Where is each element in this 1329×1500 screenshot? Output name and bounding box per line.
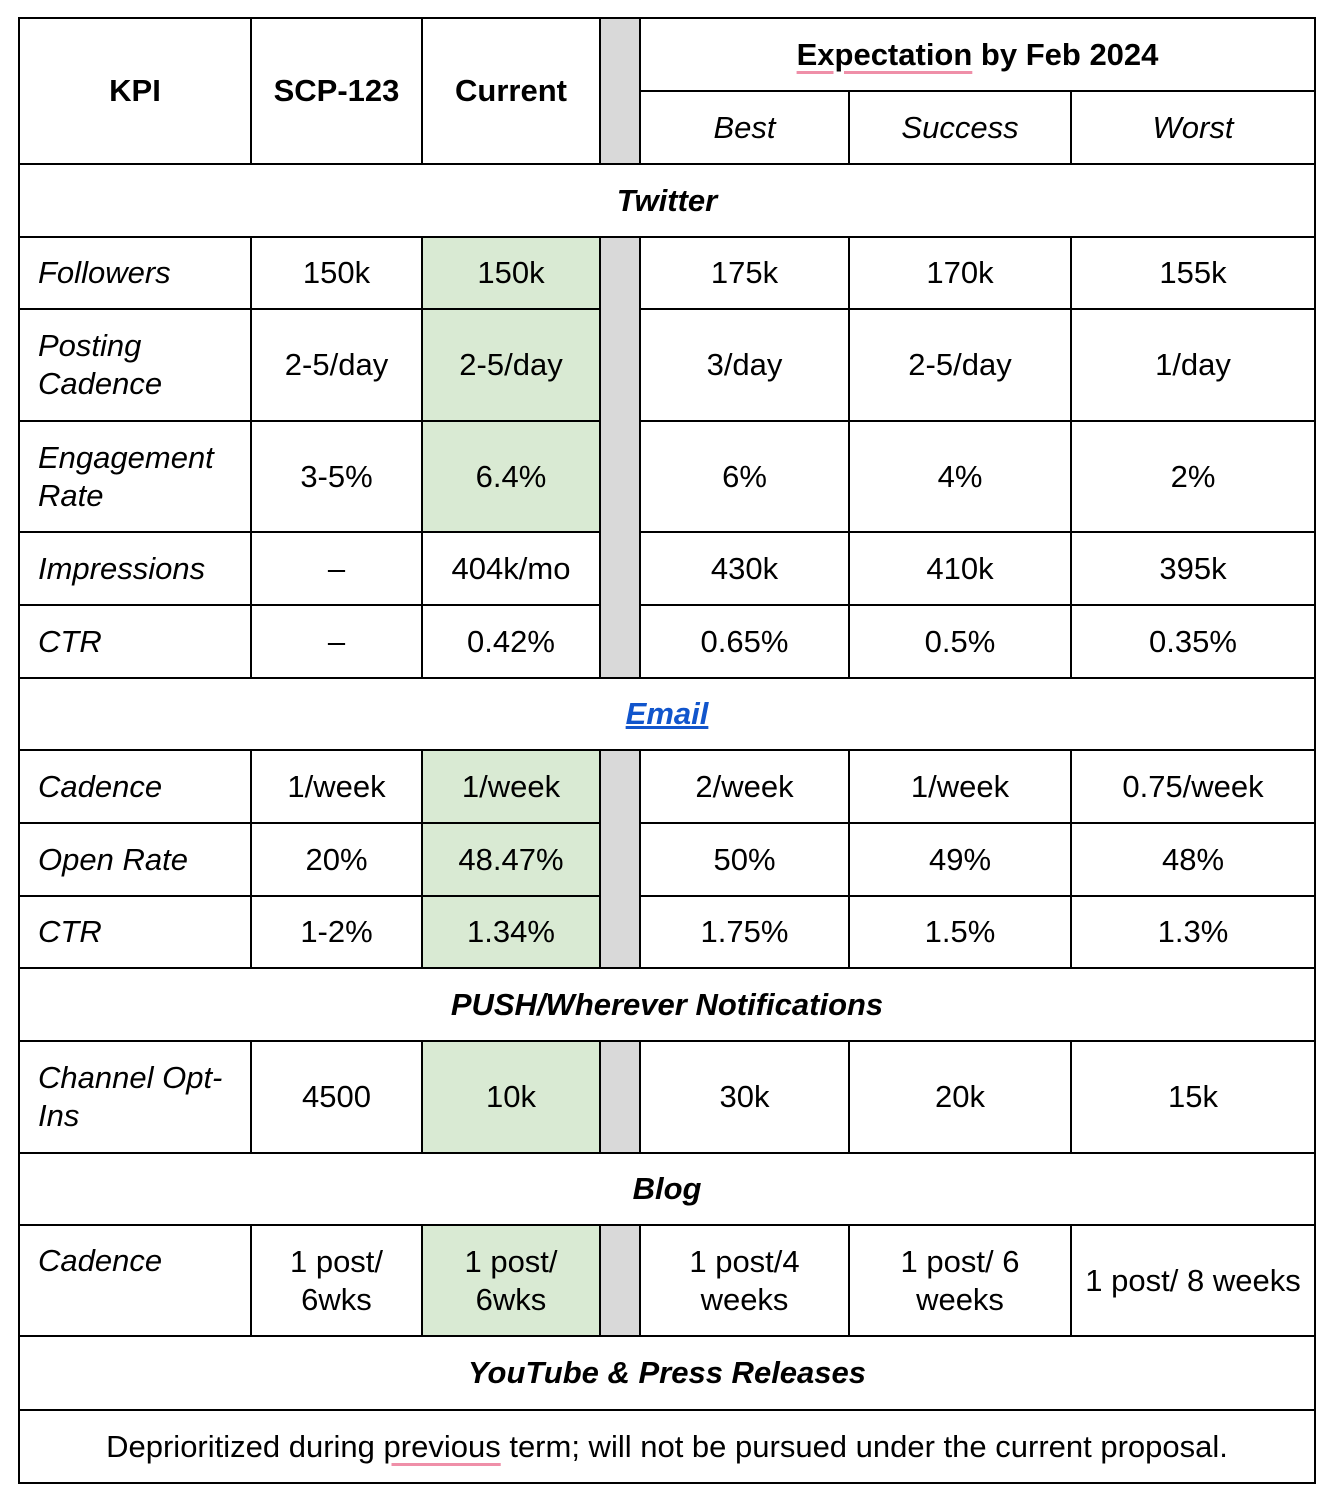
- section-row-push: [19, 968, 1315, 1041]
- note-text-2: previous: [383, 1428, 501, 1464]
- scp-cell: –: [251, 532, 422, 605]
- separator-cell: [600, 1041, 640, 1153]
- best-cell: 1.75%: [640, 896, 849, 968]
- current-cell: 2-5/day: [422, 309, 600, 421]
- section-row-youtube: [19, 1336, 1315, 1410]
- success-cell: 410k: [849, 532, 1071, 605]
- success-cell: 0.5%: [849, 605, 1071, 678]
- section-row-twitter: [19, 164, 1315, 237]
- best-cell: 175k: [640, 237, 849, 309]
- scp-cell: 2-5/day: [251, 309, 422, 421]
- kpi-table: [18, 17, 1316, 1484]
- section-row-email: [19, 678, 1315, 750]
- separator-cell: [600, 18, 640, 164]
- scp-header: SCP-123: [251, 18, 422, 164]
- best-cell: 1 post/4 weeks: [640, 1225, 849, 1336]
- best-cell: 430k: [640, 532, 849, 605]
- table-row: [19, 421, 1315, 532]
- scp-cell: 150k: [251, 237, 422, 309]
- worst-cell: 1.3%: [1071, 896, 1315, 968]
- current-cell: 1 post/ 6wks: [422, 1225, 600, 1336]
- note-text-3: term; will not be pursued under the current proposal.: [500, 1428, 1228, 1464]
- worst-cell: 395k: [1071, 532, 1315, 605]
- note-text-1: Deprioritized during: [106, 1428, 384, 1464]
- success-cell: 1 post/ 6 weeks: [849, 1225, 1071, 1336]
- worst-cell: 48%: [1071, 823, 1315, 896]
- note-row: [19, 1410, 1315, 1483]
- scp-cell: 3-5%: [251, 421, 422, 532]
- success-cell: 2-5/day: [849, 309, 1071, 421]
- best-cell: 3/day: [640, 309, 849, 421]
- worst-header: Worst: [1071, 91, 1315, 164]
- section-row-blog: [19, 1153, 1315, 1225]
- success-cell: 170k: [849, 237, 1071, 309]
- kpi-cell: Engagement Rate: [19, 421, 251, 532]
- current-cell: 404k/mo: [422, 532, 600, 605]
- best-cell: 30k: [640, 1041, 849, 1153]
- section-title-push: PUSH/Wherever Notifications: [19, 968, 1315, 1041]
- current-cell: 1/week: [422, 750, 600, 823]
- table-row: [19, 605, 1315, 678]
- scp-cell: 1-2%: [251, 896, 422, 968]
- kpi-cell: Posting Cadence: [19, 309, 251, 421]
- best-cell: 50%: [640, 823, 849, 896]
- current-cell: 48.47%: [422, 823, 600, 896]
- section-title-twitter: Twitter: [19, 164, 1315, 237]
- worst-cell: 0.75/week: [1071, 750, 1315, 823]
- success-header: Success: [849, 91, 1071, 164]
- success-cell: 49%: [849, 823, 1071, 896]
- kpi-cell: Cadence: [19, 750, 251, 823]
- current-header: Current: [422, 18, 600, 164]
- table-row: [19, 1225, 1315, 1336]
- best-cell: 0.65%: [640, 605, 849, 678]
- expectation-word: Expectation: [796, 36, 973, 72]
- current-cell: 10k: [422, 1041, 600, 1153]
- kpi-cell: Open Rate: [19, 823, 251, 896]
- worst-cell: 0.35%: [1071, 605, 1315, 678]
- separator-cell: [600, 1225, 640, 1336]
- current-cell: 150k: [422, 237, 600, 309]
- best-cell: 2/week: [640, 750, 849, 823]
- table-row: [19, 237, 1315, 309]
- section-title-email: [19, 678, 1315, 750]
- kpi-cell: Followers: [19, 237, 251, 309]
- success-cell: 1.5%: [849, 896, 1071, 968]
- kpi-cell: CTR: [19, 896, 251, 968]
- current-cell: 1.34%: [422, 896, 600, 968]
- scp-cell: 20%: [251, 823, 422, 896]
- table-row: [19, 1041, 1315, 1153]
- worst-cell: 1 post/ 8 weeks: [1071, 1225, 1315, 1336]
- worst-cell: 15k: [1071, 1041, 1315, 1153]
- header-row-1: [19, 18, 1315, 91]
- table-row: [19, 896, 1315, 968]
- table-row: [19, 750, 1315, 823]
- separator-cell: [600, 750, 640, 968]
- expectation-date: by Feb 2024: [972, 36, 1159, 72]
- kpi-cell: CTR: [19, 605, 251, 678]
- table-row: [19, 532, 1315, 605]
- scp-cell: 1 post/ 6wks: [251, 1225, 422, 1336]
- scp-cell: 4500: [251, 1041, 422, 1153]
- kpi-cell: Cadence: [19, 1225, 251, 1336]
- kpi-header: KPI: [19, 18, 251, 164]
- table-row: [19, 309, 1315, 421]
- worst-cell: 155k: [1071, 237, 1315, 309]
- success-cell: 1/week: [849, 750, 1071, 823]
- deprioritized-note: [19, 1410, 1315, 1483]
- kpi-cell: Channel Opt-Ins: [19, 1041, 251, 1153]
- success-cell: 20k: [849, 1041, 1071, 1153]
- section-title-blog: Blog: [19, 1153, 1315, 1225]
- best-cell: 6%: [640, 421, 849, 532]
- worst-cell: 1/day: [1071, 309, 1315, 421]
- current-cell: 0.42%: [422, 605, 600, 678]
- expectation-header: [640, 18, 1315, 91]
- kpi-cell: Impressions: [19, 532, 251, 605]
- separator-cell: [600, 237, 640, 678]
- success-cell: 4%: [849, 421, 1071, 532]
- scp-cell: –: [251, 605, 422, 678]
- email-link[interactable]: Email: [625, 696, 709, 731]
- section-title-youtube: YouTube & Press Releases: [19, 1336, 1315, 1410]
- table-row: [19, 823, 1315, 896]
- scp-cell: 1/week: [251, 750, 422, 823]
- worst-cell: 2%: [1071, 421, 1315, 532]
- current-cell: 6.4%: [422, 421, 600, 532]
- best-header: Best: [640, 91, 849, 164]
